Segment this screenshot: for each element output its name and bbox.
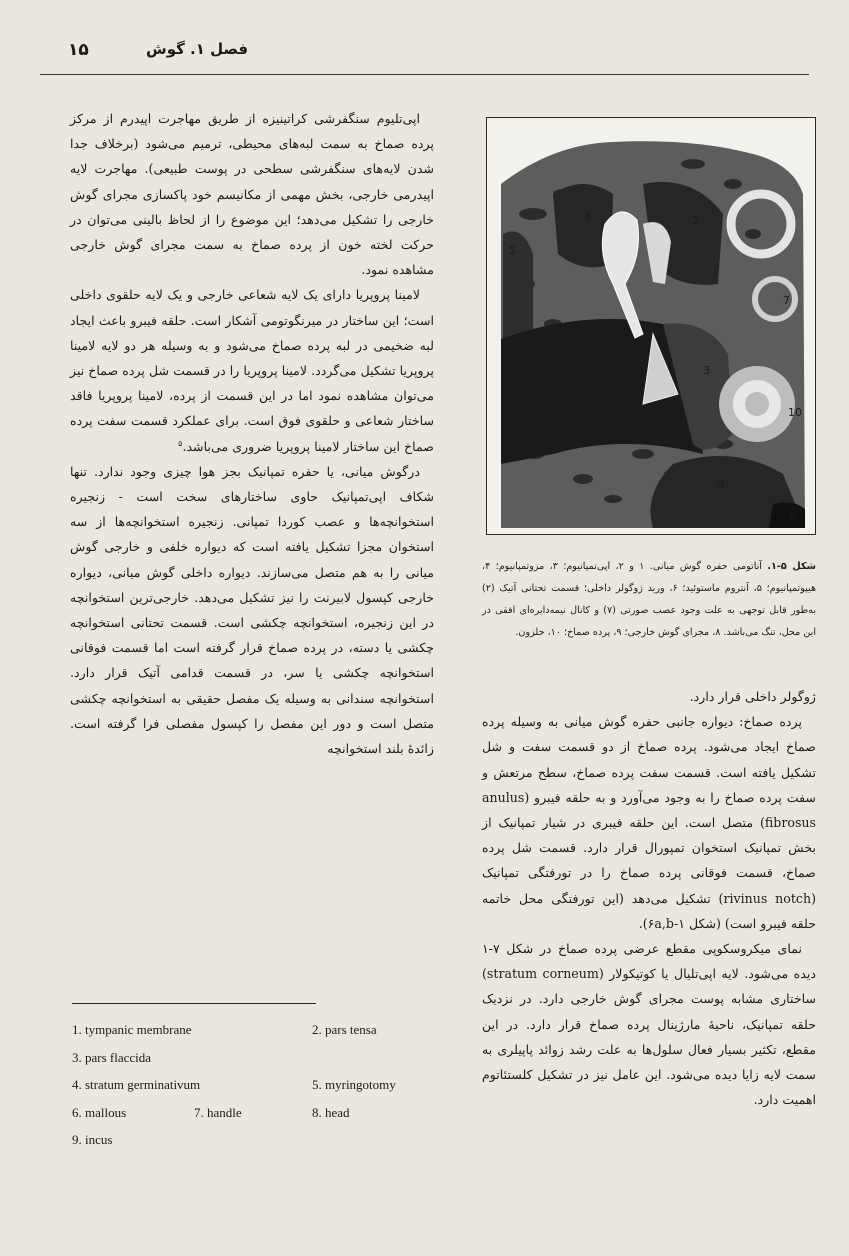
footnote-9: 9. incus <box>72 1132 113 1147</box>
footnote-4: 4. stratum germinativum <box>72 1077 201 1092</box>
footnote-5: 5. myringotomy <box>312 1077 396 1092</box>
footnote-2: 2. pars tensa <box>312 1022 377 1037</box>
footnote-3: 3. pars flaccida <box>72 1049 152 1065</box>
footnote-6: 6. mallous <box>72 1104 127 1120</box>
figure-label-7: 7 <box>783 294 790 307</box>
figure-label-10: 10 <box>788 406 802 419</box>
right-column <box>482 684 816 1112</box>
figure-label-1: 1 <box>585 210 592 223</box>
figure-label-4: 4 <box>718 479 725 492</box>
paragraph-middle-ear: درگوش میانی، یا حفره تمپانیک بجز هوا چیزی وجود ندارد. تنها شکاف اپی‌تمپانیک حاوی ساختارهای سخت است - زنجیره استخوانچه‌ها و عصب کوردا تمپانی. زنجیره استخوانچه‌ها از سه استخوان مجزا تشکیل یافته است که دیواره خلفی و خارجی گوش میانی را به هم متصل می‌سازند. دیواره داخلی گوش میانی، دیواره خارجی کپسول لابیرنت را نیز تشکیل می‌دهد. خارجی‌ترین استخوانچه در این زنجیره، استخوانچه چکشی است. قسمت تحتانی استخوانچه چکشی یا دسته، در پرده صماخ قرار گرفته است اما قسمت فوقانی استخوانچه چکشی یا سر، در قسمت قدامی آتیک قرار دارد. استخوانچه سندانی به وسیله یک مفصل حقیقی به استخوانچه چکشی متصل است و دور این مفصل را کپسول مفصلی فرا گرفته است. زائدهٔ بلند استخوانچه <box>70 463 434 757</box>
footnote-8: 8. head <box>312 1104 350 1120</box>
left-column <box>70 106 434 761</box>
page-number: ۱۵ <box>68 40 89 60</box>
figure-caption <box>482 556 816 644</box>
footnote-7: 7. handle <box>194 1104 242 1120</box>
middle-ear-illustration <box>493 124 809 528</box>
paragraph-microscopic-view: نمای میکروسکوپی مقطع عرضی پرده صماخ در شکل ۷-۱ دیده می‌شود. لایه اپی‌تلیال یا کوتیکولار (stratum corneum) ساختاری مشابه پوست مجرای گوش خارجی دارد. در نزدیک حلقه تمپانیک، ناحیهٔ مارژینال پرده صماخ قرار دارد. در این مقطع، تکثیر بسیار فعال سلول‌ها به علت رشد زوائد پاپیلری به سمت لایه زایا دیده می‌شود. این عامل نیز در تشکیل کلستئاتوم اهمیت دارد. <box>482 941 816 1108</box>
paragraph-jugular: ژوگولر داخلی قرار دارد. <box>689 689 816 704</box>
paragraph-epithelium: اپی‌تلیوم سنگفرشی کراتینیزه از طریق مهاجرت اپیدرم از مرکز پرده صماخ به سمت لبه‌های محیطی، ترمیم می‌شود (برخلاف جدا شدن لایه‌های سنگفرشی سطحی در پوست طبیعی). مهاجرت لایه اپیدرمی خارجی، بخش مهمی از مکانیسم خود پاکسازی مجرای گوش خارجی را تشکیل می‌دهد؛ این موضوع را از لحاظ بالینی می‌توان در حرکت لخته خون از پرده صماخ به سمت مجرای گوش خارجی مشاهده نمود. <box>70 111 434 278</box>
paragraph-tympanic-membrane: پرده صماخ: دیواره جانبی حفره گوش میانی به وسیله پرده صماخ ایجاد می‌شود. پرده صماخ از دو قسمت سفت و شل تشکیل یافته است. قسمت سفت پرده صماخ، سطح مرتعش و سفت پرده صماخ را به وجود می‌آورد و به حلقه فیبرو (anulus fibrosus) متصل است. این حلقه فیبری در شیار تمپانیک از بخش تمپانیک استخوان تمپورال قرار دارد. قسمت شل پرده صماخ، قسمت فوقانی پرده صماخ را در تورفتگی تمپانیک (rivinus notch) تشکیل می‌دهد (این تورفتگی محل خاتمه حلقه فیبرو است) (شکل ۶a,b-۱). <box>482 714 816 931</box>
figure-label-3: 3 <box>703 364 710 377</box>
footnote-divider <box>72 1003 316 1004</box>
footnotes <box>72 1016 432 1154</box>
figure-label-6: 6 <box>789 512 796 525</box>
chapter-title: فصل ۱. گوش <box>146 40 249 58</box>
figure-label-2: 2 <box>693 214 700 227</box>
figure-label-9: 9 <box>623 389 630 402</box>
caption-label: شکل ۵-۱. <box>767 561 816 572</box>
paragraph-lamina-propria: لامینا پروپریا دارای یک لایه شعاعی خارجی و یک لایه حلقوی داخلی است؛ این ساختار در میرنگوتومی آشکار است. حلقه فیبرو باعث ایجاد لبه ضخیمی در لبه پرده صماخ می‌شود و به وسیله هر دو لایه لامینا پروپریا تشکیل می‌گردد. لامینا پروپریا را در قسمت شل پرده صماخ نیز می‌توان مشاهده نمود اما در این قسمت از پرده، لامینا پروپریا فاقد ساختار شعاعی و حلقوی فوق است. برای عملکرد قسمت سفت پرده صماخ این ساختار لامینا پروپریا ضروری می‌باشد.$^۵$ <box>70 287 434 454</box>
footnote-1: 1. tympanic membrane <box>72 1022 192 1037</box>
middle-ear-figure <box>486 117 816 535</box>
page-header <box>40 34 809 75</box>
caption-text: آناتومی حفره گوش میانی. ۱ و ۲، اپی‌تمپانیوم؛ ۳، مزوتمپانیوم؛ ۴، هیپوتمپانیوم؛ ۵، آنتروم ماستوئید؛ ۶، ورید ژوگولر داخلی؛ قسمت تحتانی آتیک (۲) به‌طور قابل توجهی به علت وجود عصب صورتی (۷) و کانال نیمه‌دایره‌ای افقی در این محل، تنگ می‌باشد. ۸، مجرای گوش خارجی؛ ۹، پرده صماخ؛ ۱۰، حلزون. <box>482 561 817 638</box>
figure-label-8: 8 <box>563 354 570 367</box>
footnote-ref-5: ۵ <box>178 438 183 448</box>
figure-label-5: 5 <box>509 244 516 257</box>
